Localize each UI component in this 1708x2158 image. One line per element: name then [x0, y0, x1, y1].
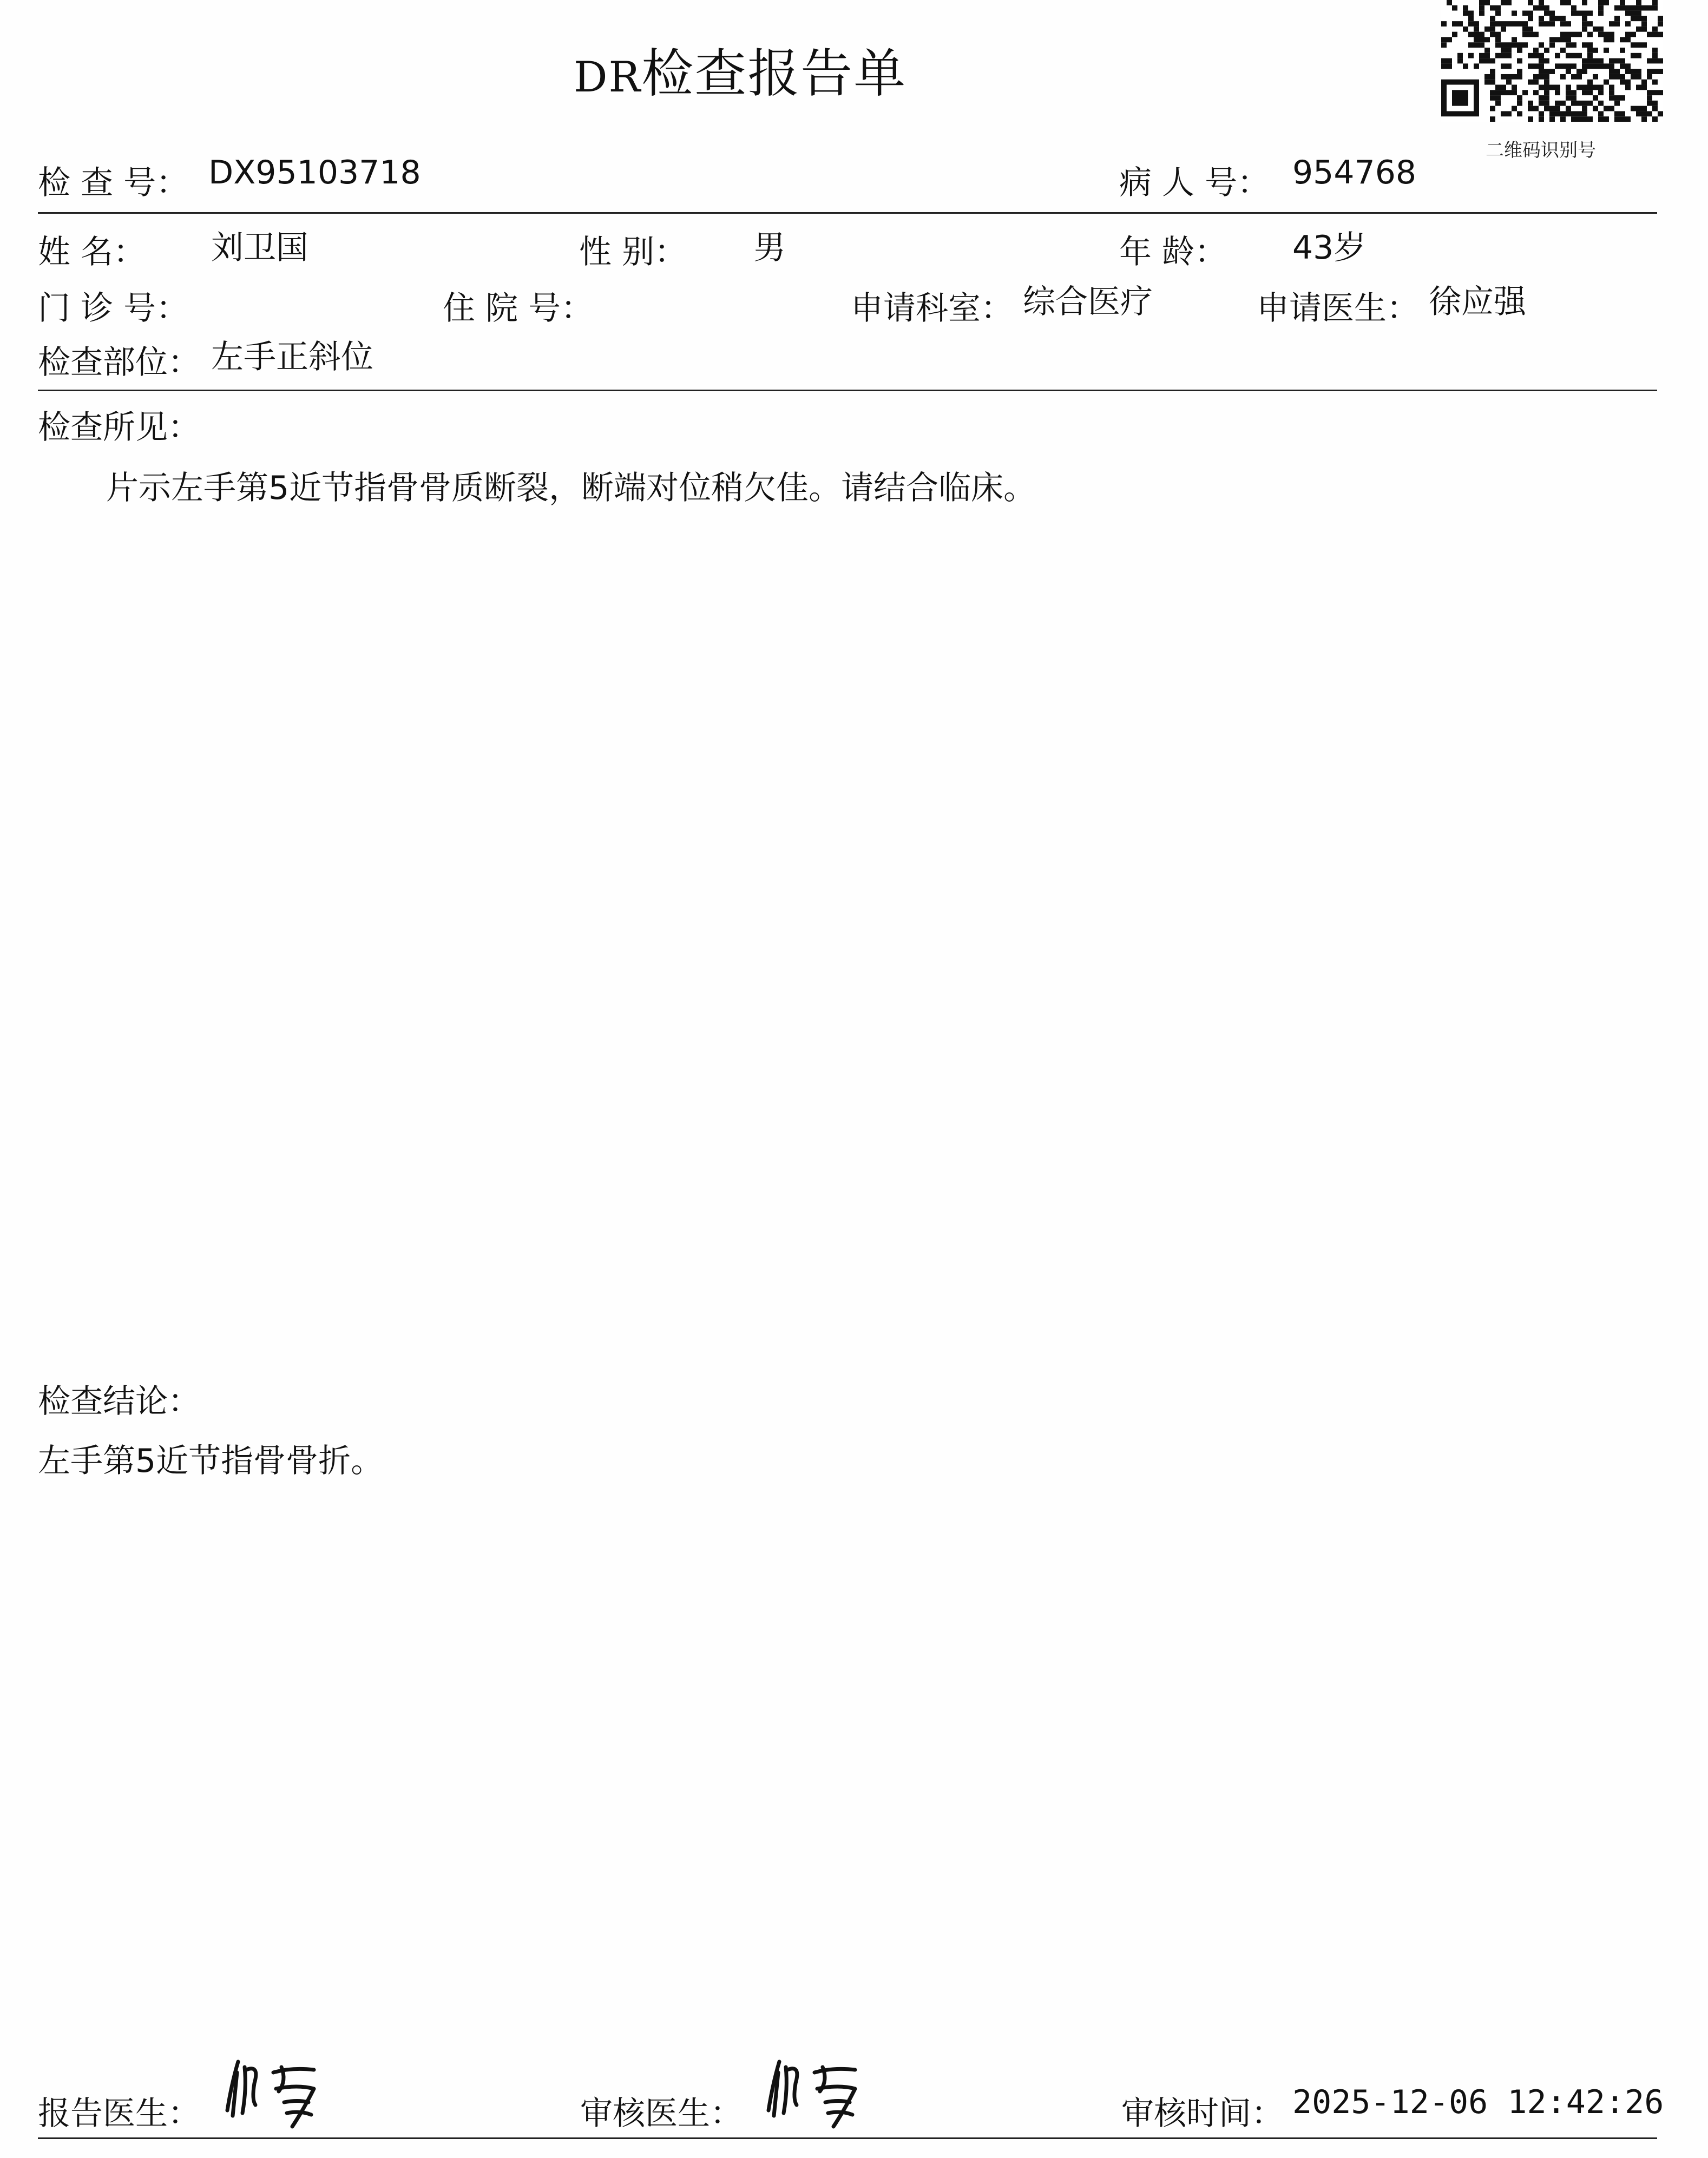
request-doctor-value: 徐应强: [1429, 283, 1526, 321]
qr-code-image: [1441, 0, 1663, 122]
dept-label: 申请科室：: [851, 290, 1013, 327]
dept-value: 综合医疗: [1023, 283, 1153, 321]
report-title-prefix: DR: [574, 53, 642, 102]
conclusion-text: 左手第5近节指骨骨折。: [38, 1442, 384, 1480]
age-label: 年 龄：: [1119, 233, 1227, 271]
conclusion-label: 检查结论：: [38, 1383, 200, 1420]
request-doctor-label: 申请医生：: [1257, 290, 1419, 327]
age-value: 43岁: [1292, 229, 1367, 267]
findings-text: 片示左手第5近节指骨骨质断裂，断端对位稍欠佳。请结合临床。: [106, 469, 1036, 507]
report-title: [574, 32, 906, 107]
header-divider: [38, 212, 1657, 214]
exam-no-label: 检 查 号：: [38, 164, 189, 202]
sex-value: 男: [753, 229, 786, 267]
findings-label: 检查所见：: [38, 409, 200, 446]
body-part-label: 检查部位：: [38, 344, 200, 381]
name-value: 刘卫国: [211, 229, 308, 267]
name-label: 姓 名：: [38, 233, 146, 271]
qr-caption: 二维码识别号: [1486, 140, 1596, 161]
inpatient-no-label: 住 院 号：: [443, 290, 594, 327]
patient-no-label: 病 人 号：: [1119, 164, 1270, 202]
review-time-value: 2025-12-06 12:42:26: [1292, 2083, 1664, 2121]
report-doctor-label: 报告医生：: [38, 2095, 200, 2133]
sex-label: 性 别：: [579, 233, 687, 271]
review-doctor-signature: [763, 2051, 871, 2132]
report-title-main: 检查报告单: [641, 43, 907, 104]
footer-divider: [38, 2137, 1657, 2139]
body-part-value: 左手正斜位: [211, 338, 373, 376]
report-doctor-signature: [222, 2051, 330, 2132]
review-doctor-label: 审核医生：: [580, 2095, 743, 2133]
outpatient-no-label: 门 诊 号：: [38, 290, 189, 327]
exam-no-value: DX95103718: [208, 154, 421, 192]
patient-no-value: 954768: [1292, 154, 1417, 192]
info-divider: [38, 390, 1657, 391]
review-time-label: 审核时间：: [1121, 2095, 1284, 2133]
